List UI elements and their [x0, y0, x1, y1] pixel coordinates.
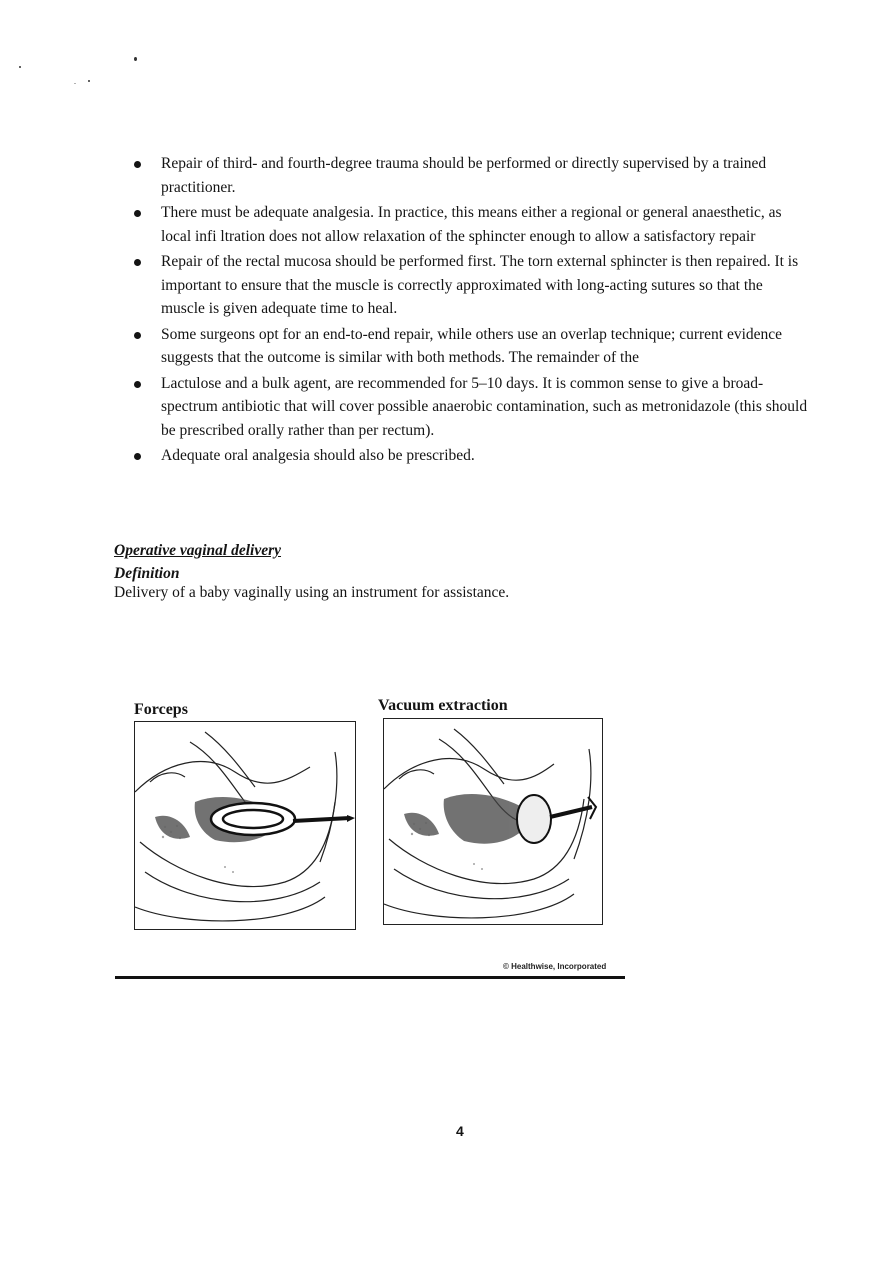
page-number: 4 — [456, 1123, 464, 1139]
bullet-text: There must be adequate analgesia. In practice, this means either a regional or general anaesthetic, as local infi ltration does not allow relaxation of the sphincter enough to allow a satisfactory repair — [161, 204, 782, 245]
bullet-dot — [134, 161, 141, 168]
list-item — [130, 201, 810, 248]
list-item — [130, 250, 810, 321]
scan-speck — [74, 83, 76, 84]
vacuum-extraction-illustration — [383, 718, 603, 925]
section-heading: Operative vaginal delivery — [114, 542, 282, 559]
bullet-text: Repair of third- and fourth-degree trauma should be performed or directly supervised by a trained practitioner. — [161, 155, 767, 196]
scan-speck — [134, 57, 137, 61]
forceps-illustration — [134, 721, 356, 930]
definition-heading: Definition — [114, 565, 180, 582]
scan-speck — [88, 80, 90, 82]
bullet-dot — [134, 381, 141, 388]
horizontal-rule — [115, 976, 625, 979]
forceps-label: Forceps — [134, 701, 188, 718]
vacuum-extraction-label: Vacuum extraction — [378, 697, 508, 714]
list-item — [130, 372, 810, 443]
figure-credit: © Healthwise, Incorporated — [503, 962, 607, 971]
scan-speck — [19, 66, 21, 68]
vacuum-extraction-drawing — [384, 719, 602, 924]
list-item — [130, 152, 810, 199]
list-item — [130, 323, 810, 370]
bullet-text: Repair of the rectal mucosa should be performed first. The torn external sphincter is then repaired. It is important to ensure that the muscle is correctly approximated with long-acting sutures so that the muscle is given adequate time to heal. — [161, 253, 799, 317]
bullet-dot — [134, 210, 141, 217]
bullet-dot — [134, 259, 141, 266]
bullet-text: Adequate oral analgesia should also be prescribed. — [161, 447, 475, 464]
bullet-text: Lactulose and a bulk agent, are recommended for 5–10 days. It is common sense to give a broad-spectrum antibiotic that will cover possible anaerobic contamination, such as metronidazole (this should be prescribed orally rather than per rectum). — [161, 374, 808, 439]
bullet-dot — [134, 332, 141, 339]
definition-text: Delivery of a baby vaginally using an instrument for assistance. — [114, 584, 510, 601]
bullet-text: Some surgeons opt for an end-to-end repair, while others use an overlap technique; current evidence suggests that the outcome is similar with both methods. The remainder of the — [161, 325, 783, 366]
list-item — [130, 444, 810, 468]
bullet-dot — [134, 453, 141, 460]
forceps-drawing — [135, 722, 355, 929]
bullet-list — [130, 152, 810, 470]
